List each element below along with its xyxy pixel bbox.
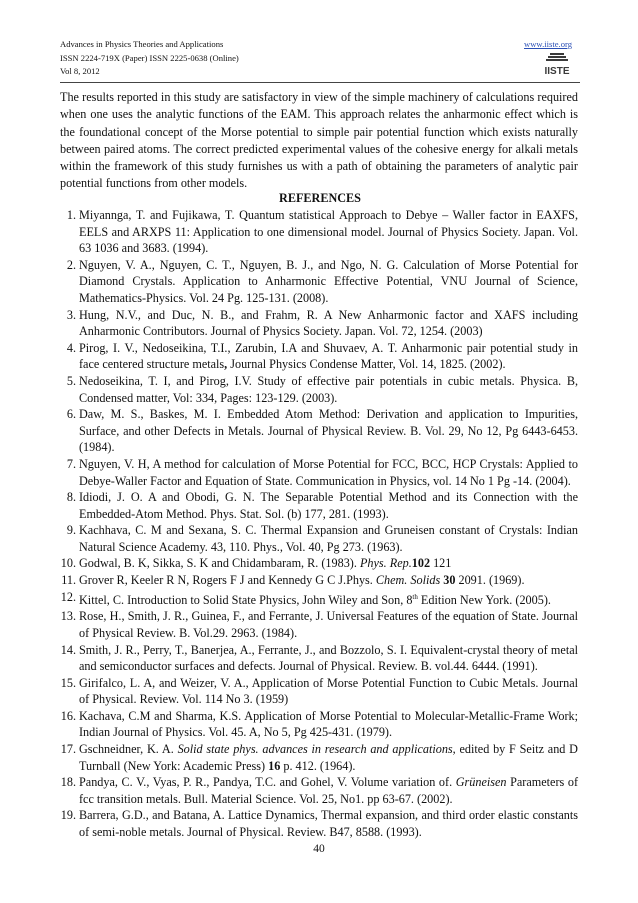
header-divider xyxy=(60,82,580,83)
reference-text: Idiodi, J. O. A and Obodi, G. N. The Separable Potential Method and its Connection with the Embedded-Atom Method. Phys. Stat. Sol. (b) 177, 281. (1993). xyxy=(79,490,578,521)
reference-item xyxy=(60,589,578,609)
reference-text: 30 xyxy=(443,573,456,588)
reference-item xyxy=(60,555,578,572)
reference-text: p. 412. (1964). xyxy=(280,758,356,773)
journal-title: Advances in Physics Theories and Applications xyxy=(60,39,224,49)
reference-number: 2. xyxy=(66,257,76,272)
reference-text: Pandya, C. V., Vyas, P. R., Pandya, T.C. and Gohel, V. Volume variation of. xyxy=(79,775,456,790)
reference-item xyxy=(60,257,578,307)
reference-item xyxy=(60,708,578,741)
reference-text: Grover R, Keeler R N, Rogers F J and Kennedy G C J.Phys. xyxy=(79,573,376,588)
reference-number: 10. xyxy=(60,556,76,571)
reference-number: 14. xyxy=(60,642,76,657)
reference-text: Solid state phys. advances in research and applications, xyxy=(177,742,456,757)
reference-text: Kachava, C.M and Sharma, K.S. Application of Morse Potential to Molecular-Metallic-Frame Work; Indian Journal of Physics. Vol. 45. A, No 5, Pg 425-431. (1979). xyxy=(79,708,578,740)
volume-line: Vol 8, 2012 xyxy=(60,66,100,76)
reference-text: Chem. Solids xyxy=(375,573,441,588)
reference-number: 15. xyxy=(60,675,76,690)
page-number: 40 xyxy=(313,843,325,855)
reference-text: Nguyen, V. A., Nguyen, C. T., Nguyen, B. J., and Ngo, N. G. Calculation of Morse Potential for Diamond Crystals. Application to Anharmonic Effective Potential, VNU Journal of Science, Mathematics-Physics. Vol. 24 Pg. 125-131. (2008). xyxy=(79,257,578,305)
reference-number: 3. xyxy=(66,307,76,322)
reference-item xyxy=(60,522,578,555)
reference-number: 5. xyxy=(66,373,76,388)
reference-text: 16 xyxy=(268,758,281,773)
reference-text: Barrera, G.D., and Batana, A. Lattice Dynamics, Thermal expansion, and third order elastic constants of semi-noble metals. Journal of Physical. Review. B47, 8588. (1993). xyxy=(79,808,578,840)
reference-item xyxy=(60,456,578,489)
reference-text: Pirog, I. V., Nedoseikina, T.I., Zarubin, I.A and Shuvaev, A. T. Anharmonic pair potential study in face centered structure metals xyxy=(79,340,578,372)
reference-number: 4. xyxy=(66,340,76,355)
reference-text: Daw, M. S., Baskes, M. I. Embedded Atom Method: Derivation and application to Impurities, Surface, and other Defects in Metals. Journal of Physical Review. B. Vol. 29, No 12, Pg 6443-6453. (1984). xyxy=(79,407,578,455)
reference-text: 2091. (1969). xyxy=(455,573,525,588)
reference-item xyxy=(60,608,578,641)
reference-text: Gschneidner, K. A. xyxy=(79,742,178,757)
reference-text: Girifalco, L. A, and Weizer, V. A., Application of Morse Potential Function to Cubic Metals. Journal of Physical. Review. Vol. 114 No 3. (1959) xyxy=(79,675,578,707)
reference-text: Kachhava, C. M and Sexana, S. C. Thermal Expansion and Gruneisen constant of Crystals: Indian Natural Science Academy. 43, 110. Phys., Vol. 40, Pg 273. (1963). xyxy=(79,523,578,554)
reference-text: Miyannga, T. and Fujikawa, T. Quantum statistical Approach to Debye – Waller factor in EAXFS, EELS and ARXPS 11: Application to one dimensional model. Journal of Physics Society. Japan. Vol. 63 1036 and 3683. (1994). xyxy=(79,208,578,256)
iiste-logo xyxy=(542,52,572,78)
reference-text: Nguyen, V. H, A method for calculation of Morse Potential for FCC, BCC, HCP Crystals: Applied to Debye-Waller Factor and Equation of State. Communication in Physics, vol. 14 No 1 Pg -14. (2004). xyxy=(79,456,578,488)
reference-number: 16. xyxy=(60,708,76,723)
reference-number: 12. xyxy=(60,589,76,604)
reference-text: Rose, H., Smith, J. R., Guinea, F., and Ferrante, J. Universal Features of the equation of State. Journal of Physical Review. B. Vol.29. 2963. (1984). xyxy=(79,609,578,640)
reference-text: Nedoseikina, T. I, and Pirog, I.V. Study of effective pair potentials in cubic metals. Physica. B, Condensed matter, Vol: 334, Pages: 123-129. (2003). xyxy=(79,373,578,405)
references-heading: REFERENCES xyxy=(279,191,361,205)
reference-number: 13. xyxy=(60,609,76,624)
reference-text: Journal Physics Condense Matter, Vol. 14, 1825. (2002). xyxy=(227,357,506,372)
reference-text: , xyxy=(224,357,228,372)
reference-text: Kittel, C. Introduction to Solid State Physics, John Wiley and Son, 8 xyxy=(79,592,413,607)
reference-text: Smith, J. R., Perry, T., Banerjea, A., Ferrante, J., and Bozzolo, S. I. Equivalent-crystal theory of metal and semiconductor surfaces and defects. Journal of Physical. Review. B. vol.44. 6444. (1991). xyxy=(79,642,578,674)
reference-text: Edition New York. (2005). xyxy=(417,592,551,607)
reference-text: 121 xyxy=(430,556,452,571)
reference-item xyxy=(60,207,578,257)
reference-text: Hung, N.V., and Duc, N. B., and Frahm, R. A New Anharmonic factor and XAFS including Anharmonic Contributors. Journal of Physics Society. Japan. Vol. 72, 1254. (2003) xyxy=(79,307,578,339)
reference-number: 7. xyxy=(66,456,76,471)
issn-line: ISSN 2224-719X (Paper) ISSN 2225-0638 (Online) xyxy=(60,52,239,63)
reference-item xyxy=(60,774,578,807)
reference-number: 19. xyxy=(60,808,76,823)
references-list xyxy=(60,207,578,841)
reference-item xyxy=(60,373,578,406)
reference-number: 18. xyxy=(60,775,76,790)
page-header xyxy=(60,38,580,79)
reference-text: Grüneisen xyxy=(455,775,507,790)
reference-item xyxy=(60,572,578,589)
reference-number: 17. xyxy=(60,742,76,757)
reference-text: edited by F Seitz and D Turnball (New York: Academic Press) xyxy=(79,742,578,773)
reference-item xyxy=(60,741,578,774)
reference-text: Phys. Rep. xyxy=(359,556,412,571)
reference-item xyxy=(60,340,578,373)
reference-item xyxy=(60,642,578,675)
reference-text: th xyxy=(412,592,418,601)
reference-item xyxy=(60,489,578,522)
reference-item xyxy=(60,307,578,340)
reference-text: Parameters of fcc transition metals. Bull. Material Science. Vol. 25, No1. pp 63-67. (2002). xyxy=(79,775,579,806)
logo-text: IISTE xyxy=(544,66,570,77)
reference-number: 9. xyxy=(66,523,76,538)
reference-text: Godwal, B. K, Sikka, S. K and Chidambaram, R. (1983). xyxy=(79,556,360,571)
reference-number: 11. xyxy=(61,573,76,588)
conclusion-paragraph: The results reported in this study are satisfactory in view of the simple machinery of calculations required when one uses the analytic functions of the EAM. This approach relates the anharmonic effect which is the foundational concept of the Morse potential to simple pair potential function which exists naturally between paired atoms. The correct predicted experimental values of the cohesive energy for alkali metals within the framework of this study furnishes us with a path of obtaining the parameters of analytic pair potential functions from other models. xyxy=(60,90,578,191)
reference-item xyxy=(60,807,578,840)
reference-number: 6. xyxy=(66,407,76,422)
reference-item xyxy=(60,406,578,456)
reference-item xyxy=(60,675,578,708)
reference-text: 102 xyxy=(411,556,431,571)
reference-number: 8. xyxy=(66,490,76,505)
reference-number: 1. xyxy=(66,208,76,222)
journal-url-link[interactable]: www.iiste.org xyxy=(524,39,572,49)
